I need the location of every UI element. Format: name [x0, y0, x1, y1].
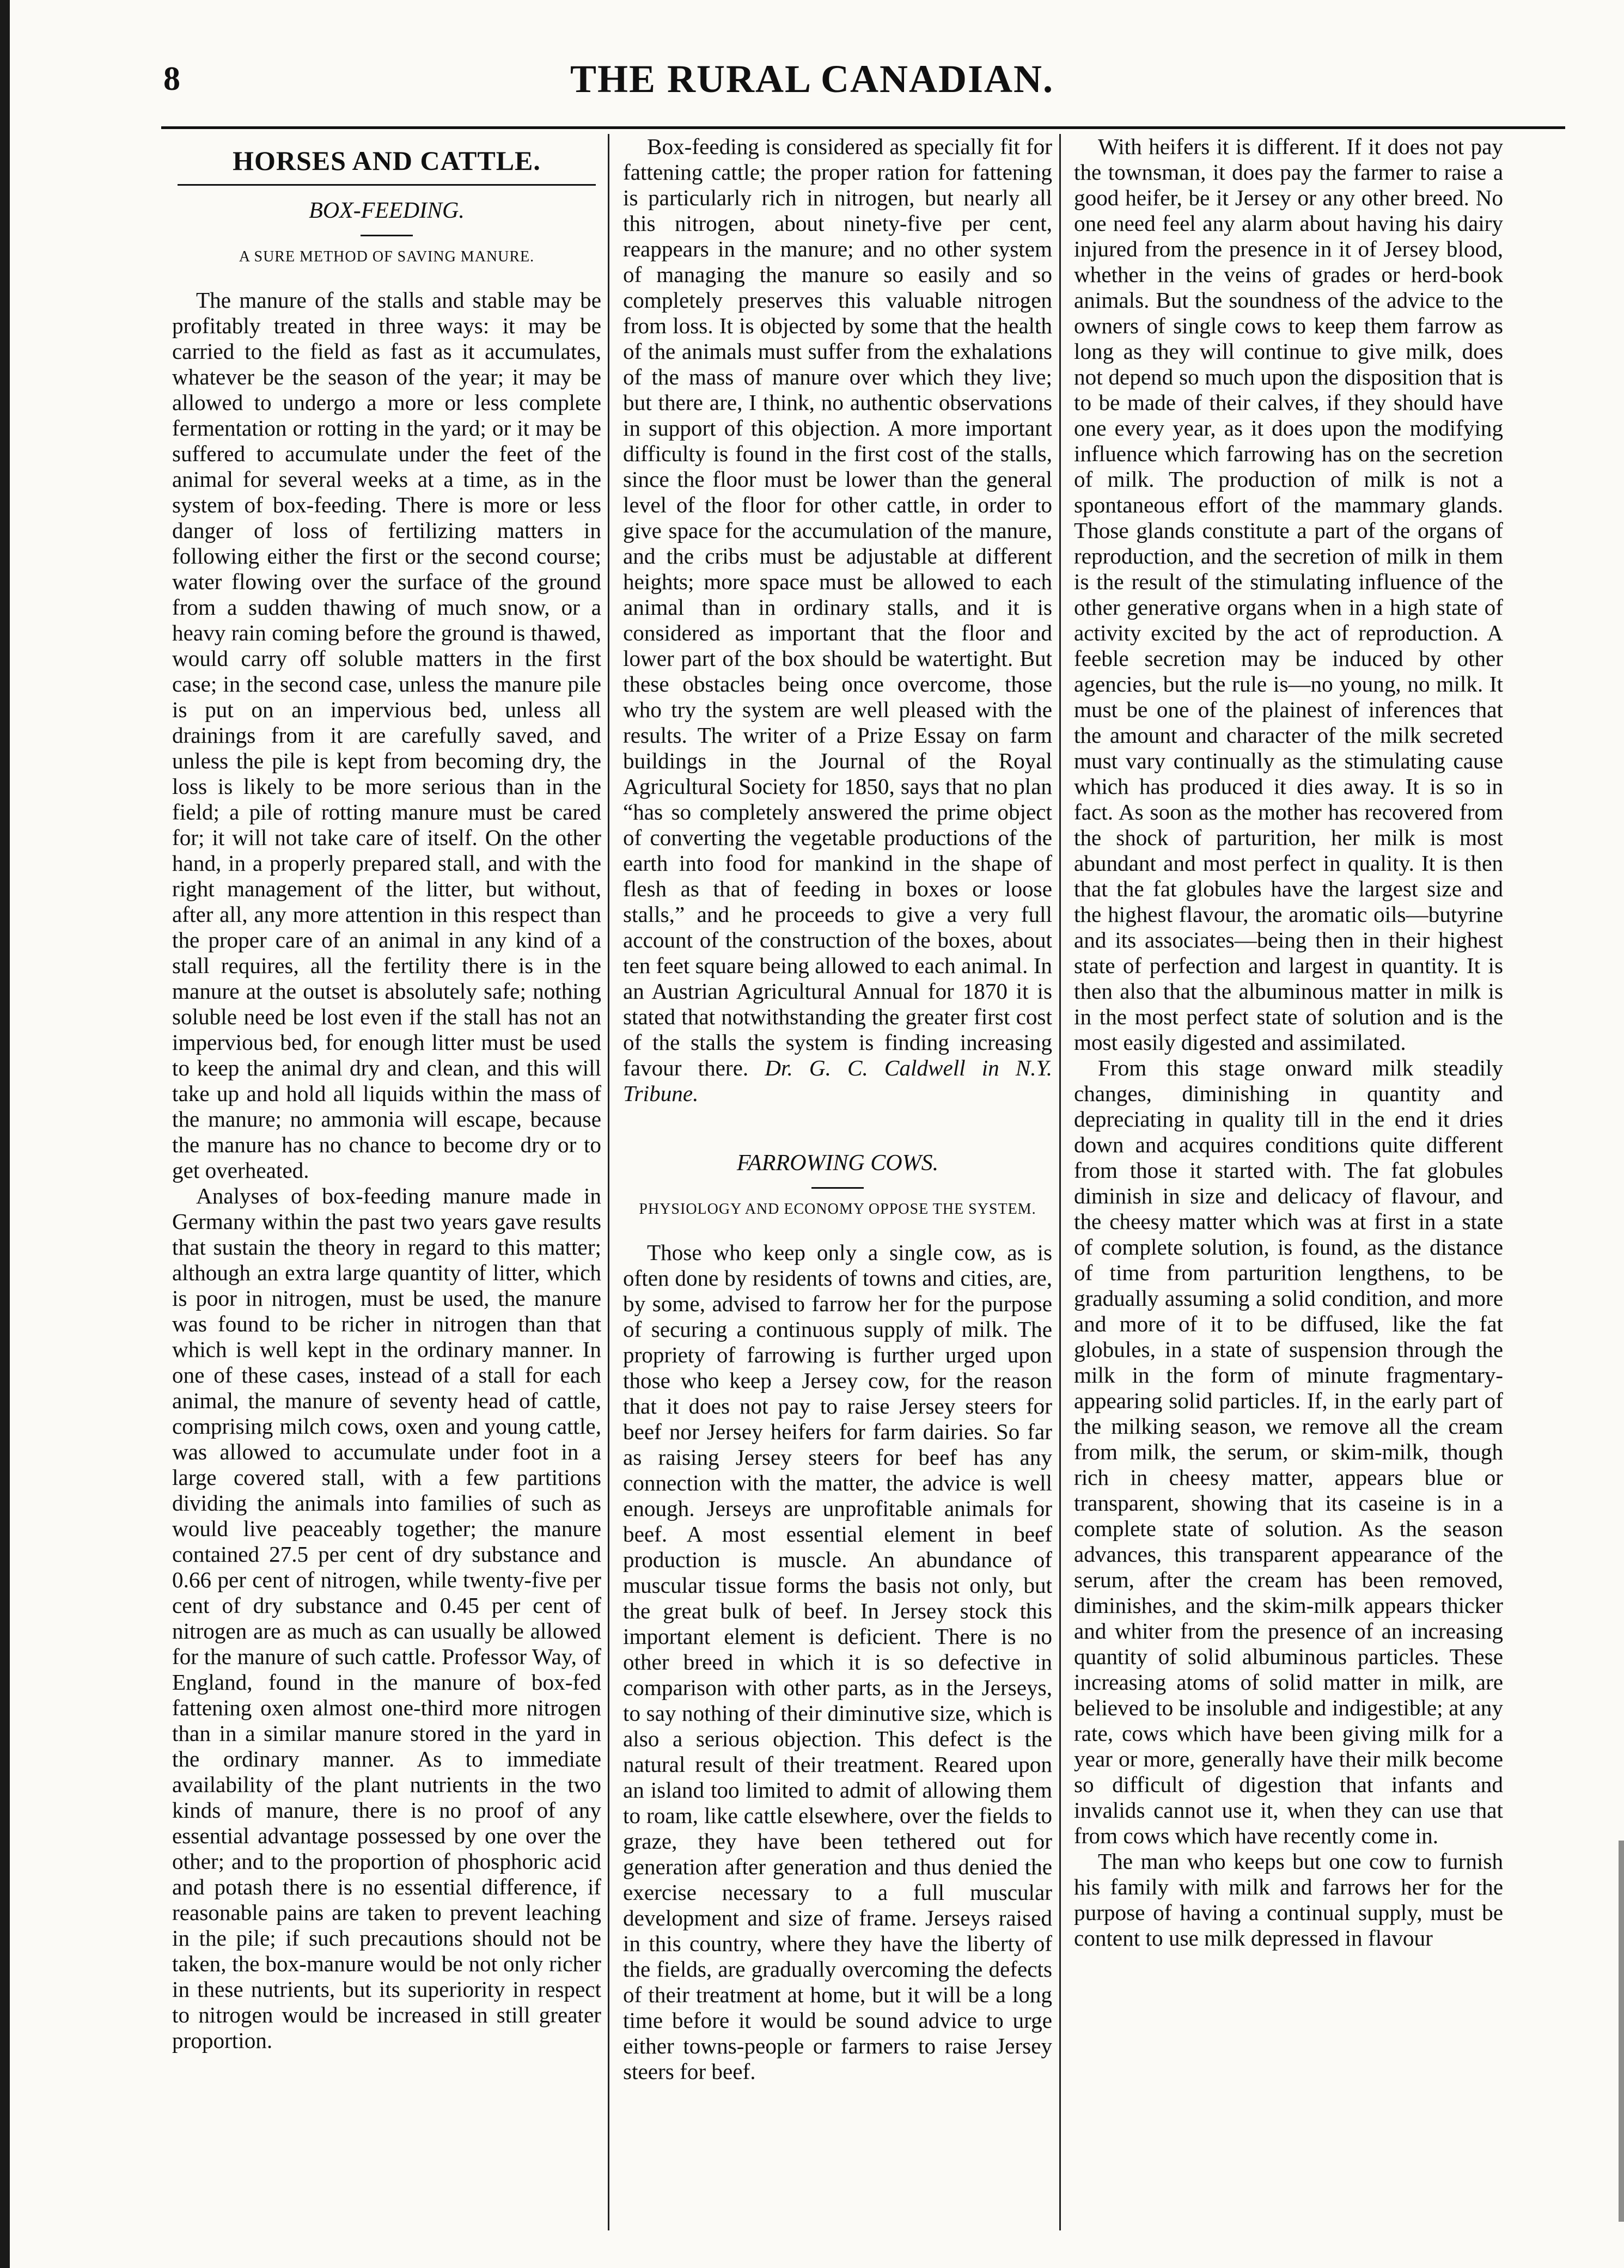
title-rule — [361, 235, 413, 236]
section-rule — [178, 184, 596, 186]
paragraph — [623, 134, 1052, 1107]
article-title-farrowing-cows: FARROWING COWS. — [736, 1151, 939, 1176]
paragraph: With heifers it is different. If it does not pay the townsman, it does pay the farmer to raise a good heifer, be it Jersey or any other breed. No one need feel any alarm about having his dairy injured from the presence in it of Jersey blood, whether in the veins of grades or herd-book animals. But the soundness of the advice to the owners of single cows to keep them farrow as long as they will continue to give milk, does not depend so much upon the disposition that is to be made of their calves, if they should have one every year, as it does upon the modifying influence which farrowing has on the secretion of milk. The production of milk is not a spontaneous effort of the mammary glands. Those glands constitute a part of the organs of reproduction, and the secretion of milk in them is the result of the stimulating influence of the other generative organs when in a high state of activity excited by the act of reproduction. A feeble secretion may be induced by other agencies, but the rule is—no young, no milk. It must be one of the plainest of inferences that the amount and character of the milk secreted must vary continually as the stimulating cause which has produced it dies away. It is so in fact. As soon as the mother has recovered from the shock of parturition, her milk is most abundant and most perfect in quality. It is then that the fat globules have the largest size and the highest flavour, the aromatic oils—butyrine and its associates—being then in their highest state of perfection and largest in quantity. It is then also that the albuminous matter in milk is in the most perfect state of solution and is the most easily digested and assimilated. — [1074, 134, 1503, 1055]
header-rule — [161, 126, 1565, 129]
paragraph: From this stage onward milk steadily changes, diminishing in quantity and depreciating in quality till in the end it dries down and acquires conditions quite different from those it started with. The fat globules diminish in size and delicacy of flavour, and the cheesy matter which was at first in a state of complete solution, is found, as the distance of time from parturition lengthens, to be gradually assuming a solid condition, and more and more of it to be diffused, like the fat globules, in a state of suspension through the milk in the form of minute fragmentary-appearing solid particles. If, in the early part of the milking season, we remove all the cream from milk, the serum, or skim-milk, though rich in cheesy matter, appears blue or transparent, showing that its caseine is in a complete state of solution. As the season advances, this transparent appearance of the serum, after the cream has been removed, diminishes, and the skim-milk appears thicker and whiter from the presence of an increasing quantity of solid albuminous particles. These increasing atoms of solid matter in milk, are believed to be insoluble and indigestible; at any rate, cows which have been giving milk for a year or more, generally have their milk become so difficult of digestion that infants and invalids cannot use it, when they can use that from cows which have recently come in. — [1074, 1055, 1503, 1848]
column-2 — [612, 134, 1063, 2241]
title-rule — [811, 1187, 864, 1189]
scan-edge-right — [1619, 1841, 1624, 2222]
column-1 — [161, 134, 612, 2241]
article-title-box-feeding: BOX-FEEDING. — [309, 198, 465, 223]
page-header — [0, 38, 1624, 109]
column-3 — [1063, 134, 1514, 2241]
paragraph: Those who keep only a single cow, as is often done by residents of towns and cities, are, by some, advised to farrow her for the purpose of securing a continuous supply of milk. The propriety of farrowing is further urged upon those who keep a Jersey cow, for the reason that it does not pay to raise Jersey steers for beef nor Jersey heifers for farm dairies. So far as raising Jersey steers for beef has any connection with the matter, the advice is well enough. Jerseys are unprofitable animals for beef. A most essential element in beef production is muscle. An abundance of muscular tissue forms the basis not only, but the great bulk of beef. In Jersey stock this important element is deficient. There is no other breed in which it is so defective in comparison with other parts, as in the Jerseys, to say nothing of their diminutive size, which is also a serious objection. This defect is the natural result of their treatment. Reared upon an island too limited to admit of allowing them to roam, like cattle elsewhere, over the fields to graze, they have been tethered out for generation after generation and thus denied the exercise necessary to a full muscular development and size of frame. Jerseys raised in this country, where they have the liberty of the fields, are gradually overcoming the defects of their treatment at home, but it will be a long time before it would be sound advice to urge either towns-people or farmers to raise Jersey steers for beef. — [623, 1240, 1052, 2084]
paragraph-text: Box-feeding is considered as specially fit for fattening cattle; the proper ration for fattening is particularly rich in nitrogen, but nearly all this nitrogen, about ninety-five per cent, reappears in the manure; and no other system of managing the manure so easily and so completely preserves this valuable nitrogen from loss. It is objected by some that the health of the animals must suffer from the exhalations of the mass of manure over which they live; but there are, I think, no authentic observations in support of this objection. A more important difficulty is found in the first cost of the stalls, since the floor must be lower than the general level of the floor for other cattle, in order to give space for the accumulation of the manure, and the cribs must be adjustable at different heights; more space must be allowed to each animal than in ordinary stalls, and it is considered as important that the floor and lower part of the box should be watertight. But these obstacles being once overcome, those who try the system are well pleased with the results. The writer of a Prize Essay on farm buildings in the Journal of the Royal Agricultural Society for 1850, says that no plan “has so completely answered the prime object of converting the vegetable productions of the earth into food for mankind in the shape of flesh as that of feeding in boxes or loose stalls,” and he proceeds to give a very full account of the construction of the boxes, about ten feet square being allowed to each animal. In an Austrian Agricultural Annual for 1870 it is stated that notwithstanding the greater first cost of the stalls the system is finding increasing favour there. — [623, 134, 1052, 1080]
article-subhead-farrowing-cows: PHYSIOLOGY AND ECONOMY OPPOSE THE SYSTEM. — [639, 1201, 1036, 1218]
page-number: 8 — [163, 60, 180, 97]
scan-edge-left — [0, 0, 10, 2268]
paragraph: The man who keeps but one cow to furnish his family with milk and farrows her for the purpose of having a continual supply, must be content to use milk depressed in flavour — [1074, 1849, 1503, 1951]
section-title: HORSES AND CATTLE. — [233, 145, 541, 176]
paragraph: Analyses of box-feeding manure made in Germany within the past two years gave results that sustain the theory in regard to this matter; although an extra large quantity of litter, which is poor in nitrogen, must be used, the manure was found to be richer in nitrogen than that which is well kept in the ordinary manner. In one of these cases, instead of a stall for each animal, the manure of seventy head of cattle, comprising milch cows, oxen and young cattle, was allowed to accumulate under foot in a large covered stall, with a few partitions dividing the animals into families of such as would live peaceably together; the manure contained 27.5 per cent of dry substance and 0.66 per cent of nitrogen, while twenty-five per cent of dry substance and 0.45 per cent of nitrogen are as much as can usually be allowed for the manure of such cattle. Professor Way, of England, found in the manure of box-fed fattening oxen almost one-third more nitrogen than in a similar manure stored in the yard in the ordinary manner. As to immediate availability of the plant nutrients in the two kinds of manure, there is no proof of any essential advantage possessed by one over the other; and to the proportion of phosphoric acid and potash there is no essential difference, if reasonable pains are taken to prevent leaching in the pile; if such precautions should not be taken, the box-manure would be not only richer in these nutrients, but its superiority in respect to nitrogen would be increased in still greater proportion. — [172, 1183, 601, 2053]
masthead: THE RURAL CANADIAN. — [570, 57, 1054, 101]
article-subhead-box-feeding: A SURE METHOD OF SAVING MANURE. — [239, 248, 535, 265]
paragraph: The manure of the stalls and stable may be profitably treated in three ways: it may be carried to the field as fast as it accumulates, whatever be the season of the year; it may be allowed to undergo a more or less complete fermentation or rotting in the yard; or it may be suffered to accumulate under the feet of the animal for several weeks at a time, as in the system of box-feeding. There is more or less danger of loss of fertilizing matters in following either the first or the second course; water flowing over the surface of the ground from a sudden thawing of much snow, or a heavy rain coming before the ground is thawed, would carry off soluble matters in the first case; in the second case, unless the manure pile is put on an impervious bed, unless all drainings from it are carefully saved, and unless the pile is kept from becoming dry, the loss is likely to be more serious than in the field; a pile of rotting manure must be cared for; it will not take care of itself. On the other hand, in a properly prepared stall, and with the right management of the litter, but without, after all, any more attention in this respect than the proper care of an animal in any kind of a stall requires, all the fertility there is in the manure at the outset is absolutely safe; nothing soluble need be lost even if the stall has not an impervious bed, for enough litter must be used to keep the animal dry and clean, and this will take up and hold all liquids within the mass of the manure; no ammonia will escape, because the manure has no chance to become dry or to get overheated. — [172, 288, 601, 1183]
article-credit: Dr. G. C. Caldwell in N.Y. Tribune. — [623, 1055, 1053, 1106]
